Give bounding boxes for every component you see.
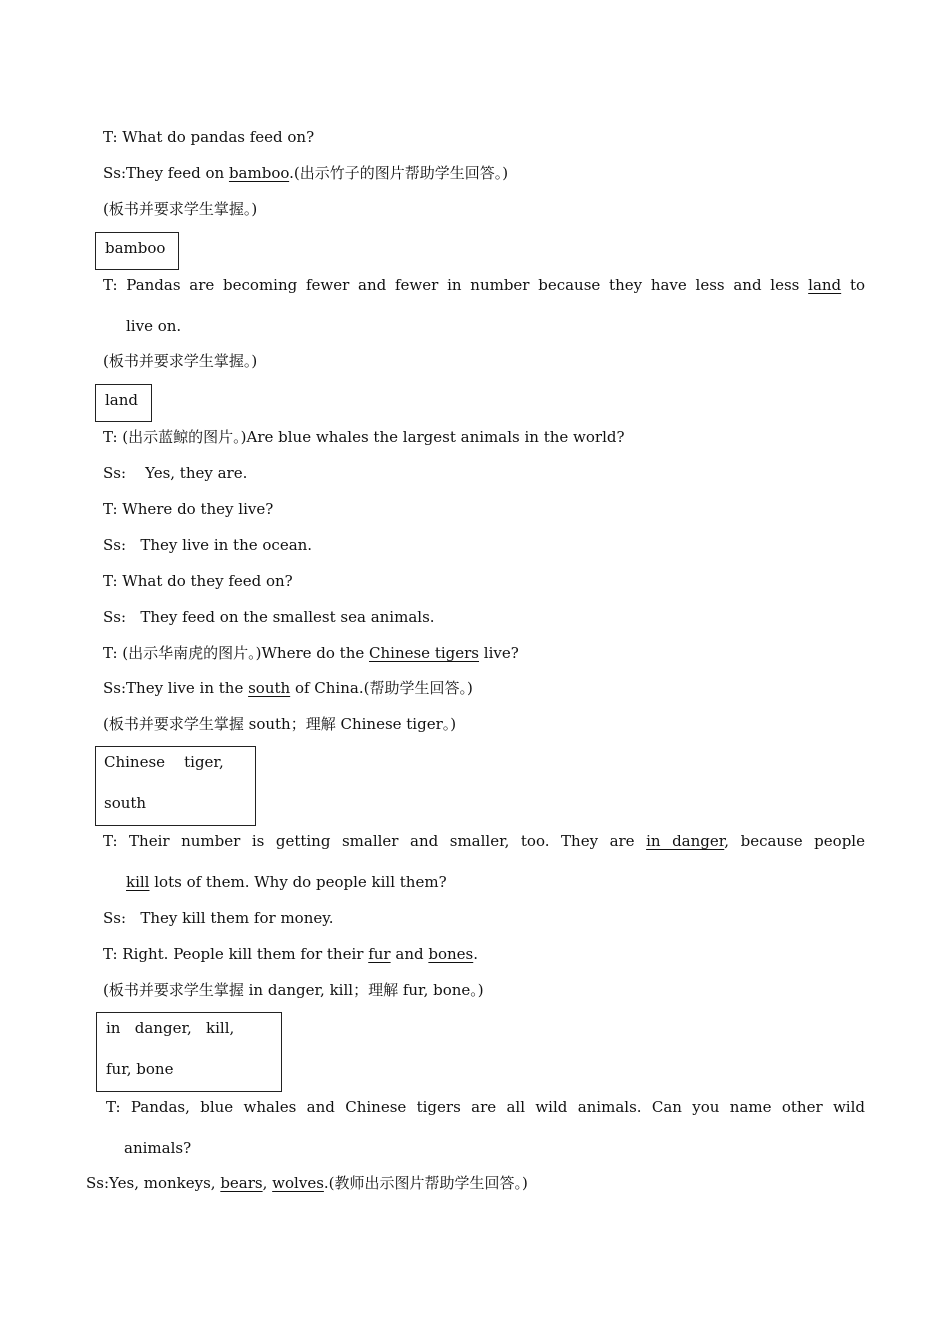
text-segment: , because people — [724, 832, 865, 850]
text-line — [103, 643, 519, 663]
vocab-wolves: wolves — [272, 1174, 324, 1192]
text-line: animals? — [124, 1139, 192, 1157]
text-segment: Ss:They live in the — [103, 679, 249, 697]
vocab-chinese-tigers: Chinese tigers — [369, 644, 480, 662]
text-line — [103, 831, 865, 851]
text-line — [103, 163, 508, 183]
box-text: fur, bone — [106, 1060, 174, 1078]
text-line: (板书并要求学生掌握 south；理解 Chinese tiger。) — [103, 715, 457, 733]
text-segment: lots of them. Why do people kill them? — [149, 873, 447, 891]
box-text: south — [104, 794, 147, 812]
text-line: live on. — [126, 317, 182, 335]
text-line: (板书并要求学生掌握 in danger, kill；理解 fur, bone。) — [103, 981, 484, 999]
text-line — [103, 275, 865, 295]
vocab-fur: fur — [368, 945, 391, 963]
blackboard-box — [95, 384, 152, 422]
text-segment: .(出示竹子的图片帮助学生回答。) — [289, 164, 509, 182]
box-text: land — [105, 391, 139, 409]
text-line: Ss: They kill them for money. — [103, 909, 334, 927]
vocab-land: land — [808, 276, 842, 294]
text-line: T: (出示蓝鲸的图片。)Are blue whales the largest animals in the world? — [103, 428, 625, 446]
text-segment: Ss:They feed on — [103, 164, 229, 182]
text-segment: T: Their number is getting smaller and smaller, too. They are — [103, 832, 635, 850]
text-segment: T: Pandas are becoming fewer and fewer in number because they have less and less — [103, 276, 800, 294]
text-segment: . — [473, 945, 479, 963]
text-line: T: What do pandas feed on? — [103, 128, 315, 146]
text-segment: T: Right. People kill them for their — [103, 945, 369, 963]
box-text: in danger, kill, — [106, 1019, 235, 1037]
text-segment: to — [849, 276, 865, 294]
vocab-in-danger: in danger — [646, 832, 725, 850]
text-line — [126, 872, 447, 892]
blackboard-box — [95, 232, 179, 270]
blackboard-box — [95, 746, 256, 826]
text-segment: of China.(帮助学生回答。) — [290, 679, 473, 697]
text-segment: Ss:Yes, monkeys, — [86, 1174, 221, 1192]
text-segment: .(教师出示图片帮助学生回答。) — [323, 1174, 528, 1192]
vocab-south: south — [248, 679, 291, 697]
text-line: (板书并要求学生掌握。) — [103, 200, 258, 218]
text-line — [103, 678, 473, 698]
vocab-bamboo: bamboo — [228, 164, 290, 182]
text-line: Ss: They live in the ocean. — [103, 536, 313, 554]
vocab-bears: bears — [220, 1174, 263, 1192]
text-line — [86, 1173, 528, 1193]
text-line: T: Where do they live? — [103, 500, 274, 518]
box-text: bamboo — [105, 239, 166, 257]
text-segment: , — [262, 1174, 273, 1192]
text-line: (板书并要求学生掌握。) — [103, 352, 258, 370]
text-line: T: Pandas, blue whales and Chinese tigers are all wild animals. Can you name other wild — [106, 1098, 865, 1116]
text-segment: live? — [479, 644, 519, 662]
box-text: Chinese tiger, — [104, 753, 224, 771]
text-line: Ss: They feed on the smallest sea animals. — [103, 608, 435, 626]
vocab-bones: bones — [428, 945, 474, 963]
vocab-kill: kill — [126, 873, 150, 891]
text-line — [103, 944, 478, 964]
blackboard-box — [96, 1012, 282, 1092]
text-segment: T: (出示华南虎的图片。)Where do the — [103, 644, 370, 662]
text-line: T: What do they feed on? — [103, 572, 293, 590]
text-segment: and — [390, 945, 429, 963]
text-line: Ss: Yes, they are. — [103, 464, 248, 482]
